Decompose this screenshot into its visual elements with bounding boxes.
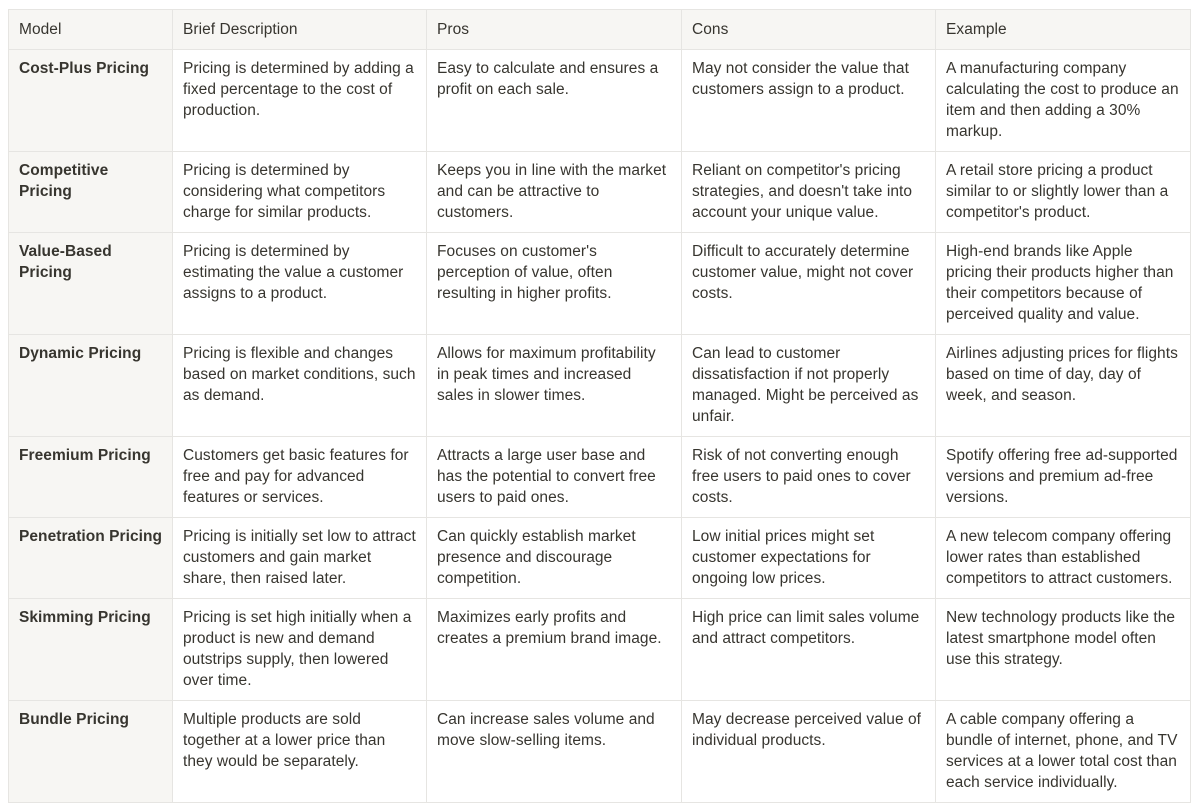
cell-pros: Allows for maximum profitability in peak times and increased sales in slower times.	[427, 335, 682, 437]
header-brief-description: Brief Description	[173, 10, 427, 50]
table-row	[9, 233, 1191, 335]
table-row	[9, 518, 1191, 599]
cell-example: New technology products like the latest smartphone model often use this strategy.	[936, 599, 1191, 701]
cell-cons: May not consider the value that customers assign to a product.	[682, 50, 936, 152]
cell-model: Skimming Pricing	[9, 599, 173, 701]
cell-example: Spotify offering free ad-supported versions and premium ad-free versions.	[936, 437, 1191, 518]
cell-example: A cable company offering a bundle of internet, phone, and TV services at a lower total cost than each service individually.	[936, 701, 1191, 803]
cell-example: Airlines adjusting prices for flights based on time of day, day of week, and season.	[936, 335, 1191, 437]
cell-description: Pricing is determined by adding a fixed percentage to the cost of production.	[173, 50, 427, 152]
pricing-models-table-container	[8, 9, 1190, 803]
header-example: Example	[936, 10, 1191, 50]
table-row	[9, 437, 1191, 518]
cell-description: Multiple products are sold together at a lower price than they would be separately.	[173, 701, 427, 803]
header-cons: Cons	[682, 10, 936, 50]
cell-pros: Easy to calculate and ensures a profit on each sale.	[427, 50, 682, 152]
cell-cons: High price can limit sales volume and attract competitors.	[682, 599, 936, 701]
cell-pros: Focuses on customer's perception of value, often resulting in higher profits.	[427, 233, 682, 335]
table-row	[9, 599, 1191, 701]
table-row	[9, 152, 1191, 233]
cell-example: A manufacturing company calculating the cost to produce an item and then adding a 30% markup.	[936, 50, 1191, 152]
cell-pros: Can quickly establish market presence and discourage competition.	[427, 518, 682, 599]
cell-pros: Keeps you in line with the market and can be attractive to customers.	[427, 152, 682, 233]
cell-model: Value-Based Pricing	[9, 233, 173, 335]
cell-cons: Risk of not converting enough free users to paid ones to cover costs.	[682, 437, 936, 518]
cell-example: A retail store pricing a product similar to or slightly lower than a competitor's product.	[936, 152, 1191, 233]
header-pros: Pros	[427, 10, 682, 50]
table-row	[9, 50, 1191, 152]
cell-model: Penetration Pricing	[9, 518, 173, 599]
cell-pros: Maximizes early profits and creates a premium brand image.	[427, 599, 682, 701]
header-row	[9, 10, 1191, 50]
cell-example: High-end brands like Apple pricing their products higher than their competitors because of perceived quality and value.	[936, 233, 1191, 335]
cell-description: Pricing is determined by considering what competitors charge for similar products.	[173, 152, 427, 233]
cell-description: Customers get basic features for free and pay for advanced features or services.	[173, 437, 427, 518]
table-row	[9, 335, 1191, 437]
cell-model: Dynamic Pricing	[9, 335, 173, 437]
pricing-models-table	[8, 9, 1191, 803]
cell-pros: Attracts a large user base and has the potential to convert free users to paid ones.	[427, 437, 682, 518]
cell-model: Competitive Pricing	[9, 152, 173, 233]
table-row	[9, 701, 1191, 803]
cell-model: Cost-Plus Pricing	[9, 50, 173, 152]
cell-description: Pricing is set high initially when a product is new and demand outstrips supply, then lowered over time.	[173, 599, 427, 701]
cell-cons: May decrease perceived value of individual products.	[682, 701, 936, 803]
cell-pros: Can increase sales volume and move slow-selling items.	[427, 701, 682, 803]
cell-cons: Low initial prices might set customer expectations for ongoing low prices.	[682, 518, 936, 599]
cell-description: Pricing is determined by estimating the value a customer assigns to a product.	[173, 233, 427, 335]
table-body	[9, 50, 1191, 803]
cell-cons: Can lead to customer dissatisfaction if not properly managed. Might be perceived as unfair.	[682, 335, 936, 437]
header-model: Model	[9, 10, 173, 50]
cell-description: Pricing is flexible and changes based on market conditions, such as demand.	[173, 335, 427, 437]
cell-description: Pricing is initially set low to attract customers and gain market share, then raised later.	[173, 518, 427, 599]
cell-cons: Reliant on competitor's pricing strategies, and doesn't take into account your unique value.	[682, 152, 936, 233]
cell-cons: Difficult to accurately determine customer value, might not cover costs.	[682, 233, 936, 335]
cell-model: Freemium Pricing	[9, 437, 173, 518]
cell-model: Bundle Pricing	[9, 701, 173, 803]
table-header	[9, 10, 1191, 50]
cell-example: A new telecom company offering lower rates than established competitors to attract customers.	[936, 518, 1191, 599]
